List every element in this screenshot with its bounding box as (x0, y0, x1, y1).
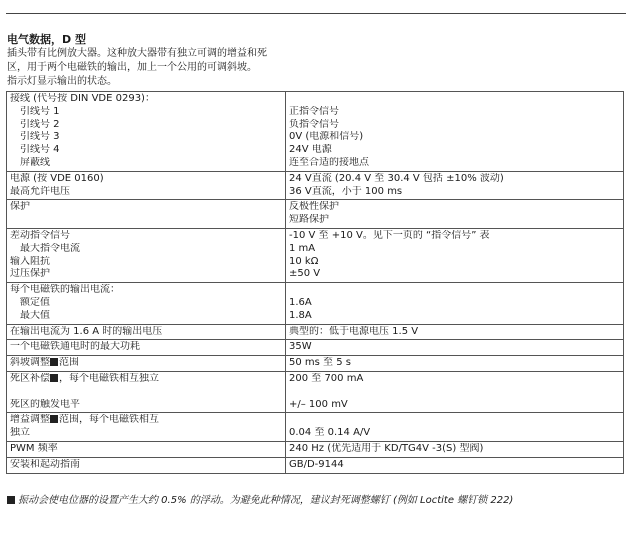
intro-line: 区，用于两个电磁铁的输出，加上一个公用的可调斜坡。 (7, 62, 257, 73)
spec-label-cell (7, 324, 286, 340)
intro-line: 指示灯显示输出的状态。 (7, 76, 117, 87)
spec-value-cell (286, 228, 624, 282)
spec-label-text: 引线号 3 (20, 131, 60, 143)
square-bullet-icon (50, 374, 58, 382)
spec-value: 负指令信号 (289, 118, 339, 130)
spec-value: GB/D-9144 (289, 458, 344, 470)
spec-label-text: 一个电磁铁通电时的最大功耗 (10, 341, 140, 353)
spec-label (10, 443, 282, 456)
spec-value (289, 93, 620, 106)
spec-value: 短路保护 (289, 214, 329, 226)
spec-label-cell (7, 200, 286, 229)
spec-label-suffix: 范围，每个电磁铁相互 (59, 414, 159, 426)
spec-label (10, 373, 282, 386)
spec-row (7, 92, 624, 172)
square-bullet-icon (50, 415, 58, 423)
spec-label-text: 每个电磁铁的输出电流： (10, 284, 120, 296)
footnote-text: 振动会使电位器的设置产生大约 0.5% 的浮动。为避免此种情况，建议封死调整螺钉 (例如 Loctite 螺钉锁 222) (18, 495, 514, 506)
spec-value: 50 ms 至 5 s (289, 357, 351, 369)
footnote (7, 494, 513, 507)
spec-label (10, 459, 282, 472)
spec-row (7, 413, 624, 442)
spec-value: -10 V 至 +10 V。见下一页的 “指令信号” 表 (289, 229, 490, 241)
spec-label-text: 死区的触发电平 (10, 398, 80, 410)
spec-label (10, 230, 282, 243)
spec-row (7, 441, 624, 457)
spec-label (10, 144, 282, 157)
spec-value: 1.8A (289, 309, 312, 321)
spec-label-text: 最大指令电流 (20, 242, 80, 254)
spec-label-suffix: ，每个电磁铁相互独立 (59, 372, 159, 384)
spec-label-text: 屏蔽线 (20, 156, 50, 168)
top-rule (6, 13, 626, 14)
spec-label (10, 326, 282, 339)
spec-label-text: 引线号 4 (20, 144, 60, 156)
spec-label-text: PWM 频率 (10, 442, 58, 454)
spec-label (10, 427, 282, 440)
spec-value-cell (286, 324, 624, 340)
spec-label (10, 399, 282, 412)
spec-label (10, 201, 282, 214)
spec-row (7, 171, 624, 200)
spec-label (10, 214, 282, 227)
spec-value (289, 386, 620, 399)
spec-value-cell (286, 200, 624, 229)
spec-label-text: 最高允许电压 (10, 185, 70, 197)
spec-label-text: 死区补偿 (10, 372, 50, 384)
spec-value: 1 mA (289, 242, 316, 254)
spec-label-text: 差动指令信号 (10, 229, 70, 241)
spec-value-cell (286, 171, 624, 200)
spec-value-cell (286, 340, 624, 356)
spec-label-text: 过压保护 (10, 268, 50, 280)
spec-row (7, 457, 624, 473)
spec-label-text: 接线 (代号按 DIN VDE 0293)： (10, 93, 155, 104)
spec-label-text: 独立 (10, 427, 30, 439)
intro-paragraph (7, 47, 327, 89)
spec-value: 连至合适的接地点 (289, 156, 369, 168)
spec-value-cell (286, 457, 624, 473)
spec-label-cell (7, 340, 286, 356)
spec-label-text: 引线号 1 (20, 105, 60, 117)
spec-label-text: 引线号 2 (20, 118, 60, 130)
spec-label-cell (7, 371, 286, 412)
spec-value-cell (286, 441, 624, 457)
spec-label-suffix: 范围 (59, 357, 79, 369)
spec-row (7, 200, 624, 229)
spec-value-cell (286, 371, 624, 412)
spec-value: 正指令信号 (289, 105, 339, 117)
spec-value-cell (286, 92, 624, 172)
spec-row (7, 283, 624, 324)
spec-value-cell (286, 356, 624, 372)
intro-line: 插头带有比例放大器。这种放大器带有独立可调的增益和死 (7, 48, 267, 59)
spec-label (10, 310, 282, 323)
spec-table (6, 91, 624, 474)
spec-value: 0.04 至 0.14 A/V (289, 427, 371, 439)
spec-label (10, 414, 282, 427)
section-heading: 电气数据，D 型 (7, 33, 86, 46)
spec-label (10, 131, 282, 144)
spec-row (7, 228, 624, 282)
spec-label-cell (7, 457, 286, 473)
spec-value: ±50 V (289, 268, 321, 280)
spec-label-text: 增益调整 (10, 414, 50, 426)
spec-label-text: 斜坡调整 (10, 357, 50, 369)
square-bullet-icon (7, 496, 15, 504)
spec-label (10, 243, 282, 256)
spec-value: 36 V直流，小于 100 ms (289, 185, 403, 197)
spec-label-cell (7, 441, 286, 457)
spec-label-cell (7, 171, 286, 200)
spec-label-cell (7, 413, 286, 442)
spec-label-text: 安装和起动指南 (10, 458, 80, 470)
spec-label (10, 341, 282, 354)
spec-value: 10 kΩ (289, 255, 319, 267)
spec-value: 典型的：低于电源电压 1.5 V (289, 325, 419, 337)
spec-value: 1.6A (289, 296, 312, 308)
spec-label (10, 268, 282, 281)
spec-label-text: 在输出电流为 1.6 A 时的输出电压 (10, 325, 163, 337)
spec-label-cell (7, 356, 286, 372)
spec-value (289, 414, 620, 427)
spec-label (10, 297, 282, 310)
spec-label-text: 保护 (10, 201, 30, 213)
spec-value: 0V (电源和信号) (289, 131, 364, 143)
spec-label (10, 173, 282, 186)
spec-value: 24V 电源 (289, 144, 332, 156)
spec-row (7, 356, 624, 372)
spec-label (10, 93, 282, 106)
spec-value: +/– 100 mV (289, 398, 348, 410)
spec-label (10, 357, 282, 370)
spec-value: 35W (289, 341, 312, 353)
square-bullet-icon (50, 358, 58, 366)
spec-row (7, 371, 624, 412)
spec-label-text: 电源 (按 VDE 0160) (10, 172, 104, 184)
spec-value: 240 Hz (优先适用于 KD/TG4V -3(S) 型阀) (289, 442, 484, 454)
spec-label-cell (7, 283, 286, 324)
spec-value-cell (286, 413, 624, 442)
spec-label (10, 186, 282, 199)
spec-label (10, 157, 282, 170)
spec-row (7, 340, 624, 356)
spec-value-cell (286, 283, 624, 324)
spec-label-text: 最大值 (20, 309, 50, 321)
spec-label (10, 284, 282, 297)
spec-label (10, 106, 282, 119)
spec-label (10, 256, 282, 269)
spec-value (289, 284, 620, 297)
spec-label-text: 输入阻抗 (10, 255, 50, 267)
spec-row (7, 324, 624, 340)
spec-label (10, 386, 282, 399)
spec-value: 反极性保护 (289, 201, 339, 213)
spec-label-cell (7, 228, 286, 282)
spec-value: 24 V直流 (20.4 V 至 30.4 V 包括 ±10% 波动) (289, 172, 504, 184)
spec-label (10, 119, 282, 132)
spec-label-text: 额定值 (20, 296, 50, 308)
spec-value: 200 至 700 mA (289, 372, 364, 384)
spec-label-cell (7, 92, 286, 172)
